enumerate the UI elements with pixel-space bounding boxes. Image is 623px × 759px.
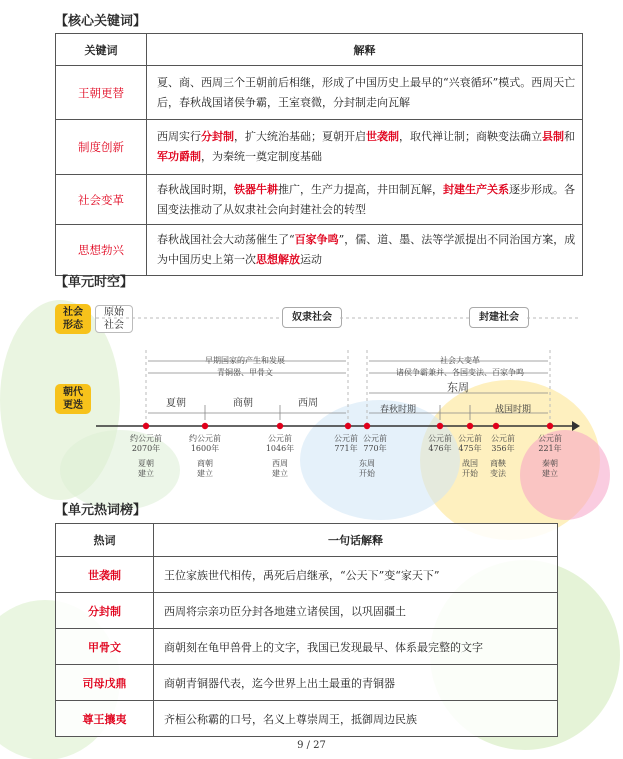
page-number: 9 / 27 [297, 740, 326, 751]
hot-explanation-cell: 齐桓公称霸的口号，名义上尊崇周王，抵御周边民族 [154, 701, 558, 737]
hot-header-key: 热词 [56, 524, 154, 557]
section-title-timeline: 【单元时空】 [55, 275, 134, 290]
primitive-society-box: 原始 社会 [95, 305, 133, 333]
keywords-header-val: 解释 [147, 34, 583, 66]
explanation-text: 夏、商、西周三个王朝前后相继，形成了中国历史上最早的“兴衰循环”模式。西周天亡后，春秋战国诸侯争霸，王室衰微，分封制走向瓦解 [157, 75, 576, 109]
highlight-term: 百家争鸣 [294, 233, 339, 246]
period-shang: 商朝 [233, 398, 253, 409]
event-label: 夏朝 建立 [138, 459, 154, 478]
feudal-society-box: 封建社会 [469, 307, 529, 328]
event-label: 秦朝 建立 [542, 459, 558, 478]
explanation-text: ，取代禅让制；商鞅变法确立 [399, 130, 542, 143]
highlight-term: 封建生产关系 [443, 182, 509, 196]
hot-explanation-cell: 商朝青铜器代表，迄今世界上出土最重的青铜器 [154, 665, 558, 701]
period-spring-autumn: 春秋时期 [380, 405, 417, 415]
date-label: 公元前 1046年 [265, 434, 295, 453]
hot-word-cell: 甲骨文 [56, 629, 154, 665]
event-label: 西周 建立 [272, 459, 288, 478]
section-title-keywords: 【核心关键词】 [55, 14, 147, 29]
date-label: 约公元前 2070年 [130, 434, 162, 453]
event-label: 东周 开始 [359, 459, 375, 478]
table-row [56, 557, 558, 593]
hot-word-cell: 司母戊鼎 [56, 665, 154, 701]
date-label: 约公元前 1600年 [189, 434, 221, 453]
social-form-label: 社会 形态 [55, 304, 91, 334]
date-label: 公元前 356年 [491, 434, 515, 453]
dynasty-label: 朝代 更迭 [55, 384, 91, 414]
note-social-change: 社会大变革 [440, 356, 480, 365]
highlight-term: 分封制 [201, 130, 234, 143]
note-hegemony: 诸侯争霸兼并、各国变法、百家争鸣 [396, 368, 524, 377]
hot-explanation-cell: 西周将宗亲功臣分封各地建立诸侯国，以巩固疆土 [154, 593, 558, 629]
event-label: 战国 开始 [462, 459, 478, 478]
explanation-text: ”，儒、道、墨、法等学派提出不同治国方案，成为中国历史上第一次 [157, 233, 576, 266]
table-row [56, 629, 558, 665]
hot-header-val: 一句话解释 [154, 524, 558, 557]
explanation-text: ，为秦统一奠定制度基础 [201, 150, 322, 163]
hot-explanation-cell: 商朝刻在龟甲兽骨上的文字，我国已发现最早、体系最完整的文字 [154, 629, 558, 665]
highlight-term: 县制 [542, 130, 564, 143]
keyword-cell: 制度创新 [56, 120, 147, 175]
hot-word-cell: 分封制 [56, 593, 154, 629]
keywords-header-key: 关键词 [56, 34, 147, 66]
highlight-term: 思想解放 [256, 253, 300, 266]
explanation-text: 推广，生产力提高，井田制瓦解， [278, 182, 443, 196]
period-east-zhou: 东周 [447, 381, 469, 394]
keyword-cell: 王朝更替 [56, 66, 147, 120]
section-title-hot: 【单元热词榜】 [55, 503, 147, 518]
keyword-cell: 社会变革 [56, 175, 147, 225]
table-row [56, 665, 558, 701]
date-label: 公元前 221年 [538, 434, 562, 453]
period-west-zhou: 西周 [298, 398, 318, 409]
note-early-states: 早期国家的产生和发展 [205, 356, 285, 365]
date-label: 公元前 476年 [428, 434, 452, 453]
hot-word-cell: 尊王攘夷 [56, 701, 154, 737]
keyword-cell: 思想勃兴 [56, 225, 147, 276]
highlight-term: 铁器牛耕 [234, 182, 278, 196]
slave-society-box: 奴隶社会 [282, 307, 342, 328]
date-label: 公元前 771年 [334, 434, 358, 453]
event-label: 商朝 建立 [197, 459, 213, 478]
event-label: 商鞅 变法 [490, 459, 506, 478]
period-warring-states: 战国时期 [495, 405, 532, 415]
note-bronze: 青铜器、甲骨文 [217, 368, 273, 377]
highlight-term: 军功爵制 [157, 150, 201, 163]
explanation-text: 春秋战国时期， [157, 182, 234, 196]
explanation-text: 西周实行 [157, 130, 201, 143]
table-row [56, 701, 558, 737]
hot-explanation-cell: 王位家族世代相传，禹死后启继承，“公天下”变“家天下” [154, 557, 558, 593]
hot-word-cell: 世袭制 [56, 557, 154, 593]
table-row [56, 593, 558, 629]
period-xia: 夏朝 [166, 398, 186, 409]
highlight-term: 世袭制 [366, 130, 399, 143]
explanation-text: ，扩大统治基础；夏朝开启 [234, 130, 366, 143]
explanation-text: 和 [564, 130, 575, 143]
date-label: 公元前 770年 [363, 434, 387, 453]
explanation-text: 春秋战国社会大动荡催生了“ [157, 233, 295, 246]
date-label: 公元前 475年 [458, 434, 482, 453]
explanation-text: 运动 [300, 253, 322, 266]
hot-words-table [55, 523, 558, 737]
explanation-text: 逐步形成。各国变法推动了从奴隶社会向封建社会的转型 [157, 182, 575, 216]
